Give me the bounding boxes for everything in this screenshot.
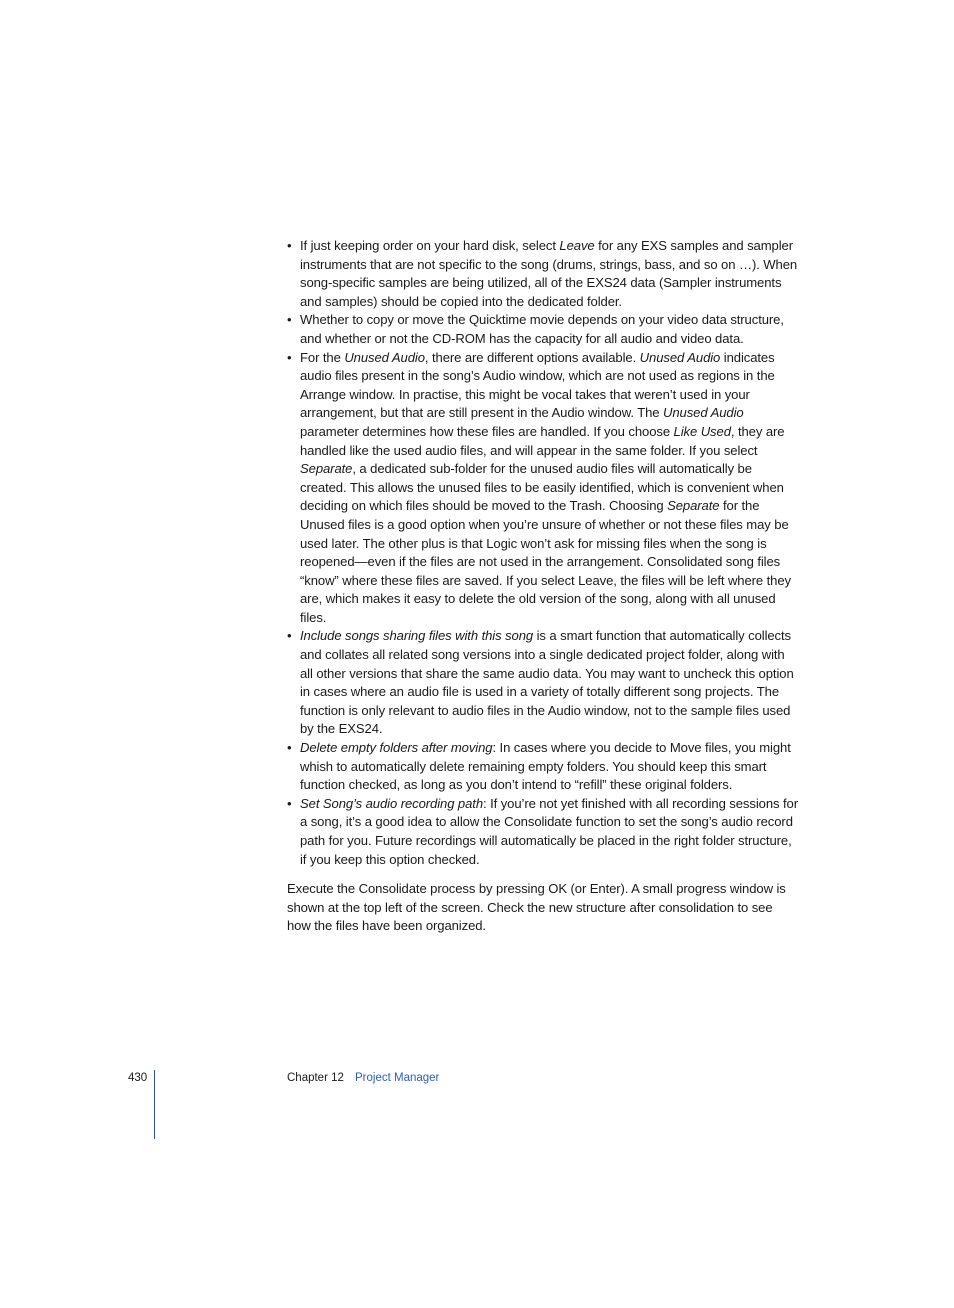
italic-term: Separate bbox=[300, 461, 353, 477]
text: For the bbox=[300, 349, 345, 365]
text: , a dedicated sub-folder for the unused audio files will automatically be created. This allows the unused files to be easily identified, which is convenient when deciding on which files should be moved to the Trash. Choosing bbox=[300, 461, 784, 514]
italic-term: Unused Audio bbox=[639, 349, 721, 365]
footer-rule bbox=[154, 1070, 155, 1139]
italic-term: Separate bbox=[667, 498, 720, 514]
main-content bbox=[287, 237, 799, 936]
body-paragraph: Execute the Consolidate process by pressing OK (or Enter). A small progress window is shown at the top left of the screen. Check the new structure after consolidation to see how the files have been organized. bbox=[287, 881, 786, 934]
italic-term: Like Used bbox=[673, 423, 731, 439]
italic-term: Unused Audio bbox=[344, 349, 425, 365]
italic-term: Set Song’s audio recording path bbox=[300, 795, 484, 811]
chapter-title-link[interactable]: Project Manager bbox=[355, 1072, 440, 1084]
page-number: 430 bbox=[128, 1072, 148, 1084]
text: for any EXS samples and sampler instruments that are not specific to the song (drums, strings, bass, and so on …). When song-specific samples are being utilized, all of the EXS24 data (Sampler instruments and samples) should be copied into the dedicated folder. bbox=[300, 238, 798, 309]
italic-term: Include songs sharing files with this song bbox=[300, 628, 534, 644]
text: , they are handled like the used audio files, and will appear in the same folder. If you select bbox=[300, 423, 785, 458]
bullet-list bbox=[287, 237, 799, 869]
bullet-item bbox=[287, 237, 799, 311]
bullet-marker: • bbox=[287, 349, 292, 365]
bullet-marker: • bbox=[287, 628, 292, 644]
bullet-item bbox=[287, 349, 799, 628]
text: indicates audio files present in the song’s Audio window, which are not used as regions in the Arrange window. In practise, this might be vocal takes that weren’t used in your arrangement, but that are still present in the Audio window. The bbox=[300, 349, 775, 421]
italic-term: Leave bbox=[559, 238, 595, 253]
bullet-item bbox=[287, 627, 799, 739]
italic-term: Delete empty folders after moving bbox=[300, 740, 493, 756]
italic-term: Unused Audio bbox=[663, 405, 744, 421]
bullet-marker: • bbox=[287, 238, 292, 253]
bullet-item bbox=[287, 739, 799, 795]
bullet-item bbox=[287, 795, 799, 869]
bullet-marker: • bbox=[287, 795, 292, 811]
text: : If you’re not yet finished with all recording sessions for a song, it’s a good idea to allow the Consolidate function to set the song’s audio record path for you. Future recordings will automatically be placed in the right folder structure, if you keep this option checked. bbox=[300, 795, 798, 867]
bullet-marker: • bbox=[287, 740, 292, 756]
text: If just keeping order on your hard disk, select bbox=[300, 238, 560, 253]
text: Whether to copy or move the Quicktime movie depends on your video data structure, and whether or not the CD-ROM has the capacity for all audio and video data. bbox=[300, 312, 784, 346]
text: for the Unused files is a good option when you’re unsure of whether or not these files may be used later. The other plus is that Logic won’t ask for missing files when the song is reopened—even if the files are not used in the arrangement. Consolidated song files “know” where these files are saved. If you select Leave, the files will be left where they are, which makes it easy to delete the old version of the song, along with all unused files. bbox=[300, 498, 791, 625]
text: is a smart function that automatically collects and collates all related song versions into a single dedicated project folder, along with all other versions that share the same audio data. You may want to uncheck this option in cases where an audio file is used in a variety of totally different song projects. The function is only relevant to audio files in the Audio window, not to the sample files used by the EXS24. bbox=[300, 628, 794, 737]
text: parameter determines how these files are handled. If you choose bbox=[300, 423, 674, 439]
text: : In cases where you decide to Move files, you might whish to automatically delete remaining empty folders. You should keep this smart function checked, as long as you don’t intend to “refill” these original folders. bbox=[300, 740, 791, 793]
bullet-item bbox=[287, 311, 799, 348]
bullet-marker: • bbox=[287, 312, 292, 328]
text: , there are different options available. bbox=[424, 349, 640, 365]
chapter-label: Chapter 12 bbox=[287, 1072, 344, 1084]
